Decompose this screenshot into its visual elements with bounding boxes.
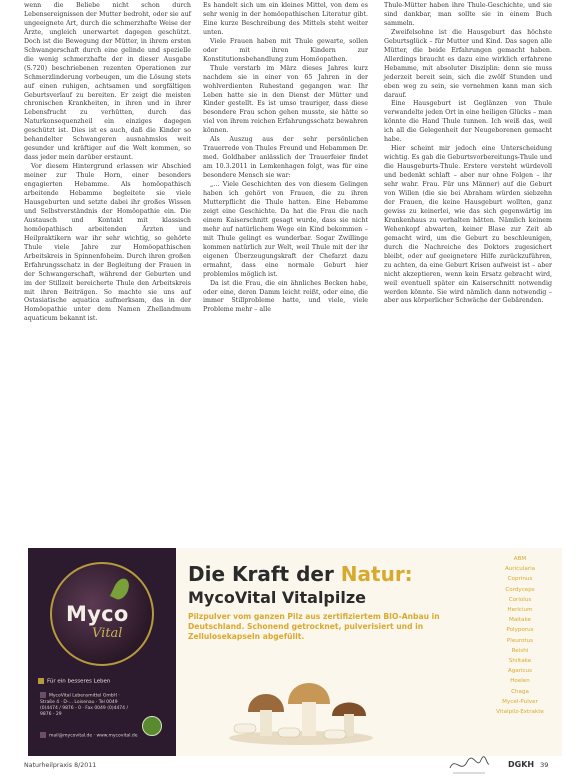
leaf-icon: [110, 576, 132, 602]
paragraph: Vor diesem Hintergrund erlassen wir Abschied meiner zur Thule Horn, einer besonders engagierten Hebamme. Als homöopathisch arbeitende Hebamme begleitete sie viele Hausgeburten und setzte dabei ihr großes Wissen und Selbstverständnis der Homöopathie ein. Die Austausch und Kontakt mit klassisch homöopathisch arbeitenden Ärzten und Heilpraktikern war ihr sehr wichtig, so gehörte Thule viele Jahre zur Homöopathischen Arbeitskreis in Spinnenfoheim. Durch ihren großen Erfahrungsschatz in der Begleitung der Frauen in der Schwangerschaft, während der Geburten und im der Stillzeit bereicherte Thule den Arbeitskreis mit ihren Beiträgen. So machte sie uns auf Ostasiatische aquatica aufmerksam, das in der Homöopathie unter dem Namen Zhellandmum aquaticum bekannt ist.: [24, 163, 191, 323]
brand-logo: [50, 562, 154, 666]
contact-web-text: mail@mycovital.de · www.mycovital.de: [49, 733, 138, 739]
product-list-item: Shiitake: [508, 658, 532, 665]
product-list-item: Reishi: [511, 647, 529, 654]
product-list-item: Hoelen: [510, 678, 530, 685]
article-column-3: [384, 2, 552, 306]
footer-section: [508, 760, 548, 769]
paragraph: Thule-Mütter haben ihre Thule-Geschichte, und sie sind dankbar, man sollte sie in einem Buch sammeln.: [384, 2, 552, 27]
ad-headline: [188, 562, 413, 586]
paragraph: Viele Frauen haben mit Thule gewarte, sollen oder mit ihren Kindern zur Konstitutionsbehandlung zum Homöopathen.: [203, 37, 368, 63]
product-list-item: Cordyceps: [505, 586, 535, 593]
product-list-item: Coriolus: [508, 596, 532, 603]
paragraph: „… Viele Geschichten des von diesem Gelingen haben ich gehört von Frauen, die zu ihren Mutterpflicht die Thule hatten. Eine Hebamme zeigt eine Geschichte. Da hat die Frau die nach einem Kaiserschnitt gesagt wurde, dass sie nicht mehr auf natürlichem Wege ein Kind bekommen – mit Thule gelingt es wunderbar. Sogar Zwillinge kommen natürlich zur Welt, weil Thule mit der ihr eigenen Überzeugungskraft der Chefarzt dazu ermahnt, dass eine normale Geburt hier problemlos möglich ist.: [203, 181, 368, 278]
paragraph: Da ist die Frau, die ein ähnliches Becken habe, oder eine, deren Damm leicht reißt, oder eine, die immer Stillprobleme hatte, und viele, viele Probleme mehr – alle: [203, 279, 368, 314]
ad-subheadline: Pilzpulver vom ganzen Pilz aus zertifiziertem BIO-Anbau in Deutschland. Schonend getrocknet, pulverisiert und in Zellulosekapseln abgefüllt.: [188, 612, 440, 641]
product-list-item: Pleurotus: [506, 637, 534, 644]
paragraph: Hier scheint mir jedoch eine Unterscheidung wichtig. Es gab die Geburtsvorbereitungs-Thule und die Hausgeburts-Thule. Erstere versteht würdevoll und bedenkt schlaft – aber nur ohne Folgen – ihr sehr wahr. Frau. Für uns Männer) auf die Geburt von Willen (die sie bei Abraham würden siebzehn der Frauen, die keine Hausgeburt wollten, ganz gewiss zu keinerlei, wie das sich gegenwärtig im Krankenhaus zu verhalten hätten. Nämlich keinem Wehenkopf abwarten, keiner Blase zur Zeit ab gemacht wird, um die Geburt zu beschleunigen, durch die Nachreiche des Doktors zugesichert bleibt, oder auf geeignetere Hilfe zurückzuführen, zu achten, da eine Geburt Krisen aufweist ist – aber nicht akzeptieren, wenn kein Ersatz gebracht wird, weil eventuell später ein Kaiserschnitt notwendig werden könnte. Sie wird nämlich dann notwendig – aber aus körperlicher Schwäche der Gebärenden.: [384, 145, 552, 305]
product-list-item: Auricularia: [504, 566, 536, 573]
paragraph: Zweifelsohne ist die Hausgeburt das höchste Geburtsglück – für Mutter und Kind. Das sagen alle Mütter, die beide Erfahrungen gemacht haben. Allerdings braucht es dazu eine wirklich erfahrene Hebamme, mit absoluter Disziplin: denn sie muss jederzeit bereit sein, sich die zwölf Stunden und eben weg zu sein, sie vernehmen kann man sich darauf.: [384, 28, 552, 99]
ad-content-panel: [176, 548, 562, 756]
contact-web: [40, 732, 150, 740]
ad-brand-panel: [28, 548, 176, 756]
product-list-item: ABM: [513, 556, 527, 562]
footer-publication: Naturheilpraxis 8/2011: [24, 762, 97, 769]
mushroom-capsules-illustration: [226, 654, 376, 746]
bullet-icon: [38, 678, 44, 684]
product-list-item: Mycel-Pulver: [502, 698, 538, 705]
product-list-item: Polyporus: [506, 627, 534, 634]
paragraph: Es handelt sich um ein kleines Mittel, von dem es sehr wenig in der homöopathischen Literatur gibt. Eine kurze Beschreibung des Mittels steht weiter unten.: [203, 2, 368, 36]
product-list-item: Vitalpilz-Extrakte: [496, 709, 544, 716]
product-list-item: Agaricus: [507, 668, 533, 675]
paragraph: Thule verstarb im März dieses Jahres kurz nachdem sie in einer von 65 Jahren in der wohlverdienten Ruhestand gegangen war. Ihr Leben hatte sie in den Dienst der Mütter und Kinder gestellt. Es ist umso trauriger, dass diese besondere Frau schon gehen musste, sie hätte so viel von ihrem reichen Erfahrungsschatz bewahren können.: [203, 64, 368, 135]
paragraph: wenn die Beliebe nicht schon durch Lebensereignissen der Mutter bedroht, oder sie auf ungeeignete Art, durch die schmerzhafte Weise der Ärzte, ungleich unerwartet dagegen geschützt. Doch ist die Bewegung der Mütter, in ihrem ersten Schwangerschaft durch eine gelinde und spezielle die wenig schmerzhafte der in dieser Ausgabe (S.720) beschriebenen rezenten Operationen zur Schmerzlinderung vorbeugen, um die Lösung stets auf einen ruhigen, achtsamen und sorgfältigen Geburtsverlauf zu bereiten. Er zeigt die meisten chronischen Krankheiten, in ihren und in ihrer Lebensfrucht zu verhütten, durch das Naturkonsequenzheil ein einziges dagegen geschützt ist. Dies ist es auch, daß die Kinder so behandelter Schwangeren ausnahmslos weit gesunder und kräftiger auf die Welt kommen, so dass jeder mein darüber erstaunt.: [24, 2, 191, 162]
product-list-item: Chaga: [511, 688, 529, 695]
article-column-2: [203, 2, 368, 315]
publisher-signature-mark: [447, 752, 491, 778]
paragraph: Eine Hausgeburt ist Geglänzen von Thule verwandelte jeden Ort in eine heiligen Glücks – man könnte die Hand Thule tunnen. Ich weiß das, weil ich all die Gelegenheit der Neugeborenen gemacht habe.: [384, 100, 552, 144]
footer-section-label: DGKH: [508, 760, 535, 769]
page-number: 39: [540, 761, 549, 769]
ad-headline-part1: Die Kraft der: [188, 562, 341, 586]
ad-product-name: MycoVital Vitalpilze: [188, 588, 367, 607]
contact-address-text: MycoVital Lebensmittel GmbH · Straße 4 · D-… Loisenau · Tel 0049 (0)4474 / 9876 - 0 · Fax 0049 (0)4474 / 9876 - 29: [40, 693, 128, 717]
product-list-item: Hericium: [507, 607, 533, 614]
article-column-1: [24, 2, 191, 324]
mail-icon: [40, 732, 46, 738]
bio-seal-icon: [142, 716, 162, 736]
paragraph: Als Auszug aus der sehr persönlichen Trauerrede von Thules Freund und Hebammen Dr. med. Goldhaber anlässlich der Trauerfeier findet am 10.3.2011 in Lemkenhagen folgt, was für eine besondere Mensch sie war:: [203, 136, 368, 180]
product-list: [481, 554, 559, 717]
ad-headline-part2: Natur:: [340, 562, 413, 586]
address-icon: [40, 692, 46, 698]
logo-text-sub: Vital: [92, 626, 123, 641]
logo-text-main: Myco: [66, 602, 129, 626]
tagline-text: Für ein besseres Leben: [47, 678, 111, 685]
advertisement: [28, 548, 562, 756]
contact-address: [40, 692, 130, 718]
ad-tagline: [38, 678, 110, 685]
product-list-item: Coprinus: [507, 576, 533, 583]
product-list-item: Maitake: [509, 617, 531, 624]
